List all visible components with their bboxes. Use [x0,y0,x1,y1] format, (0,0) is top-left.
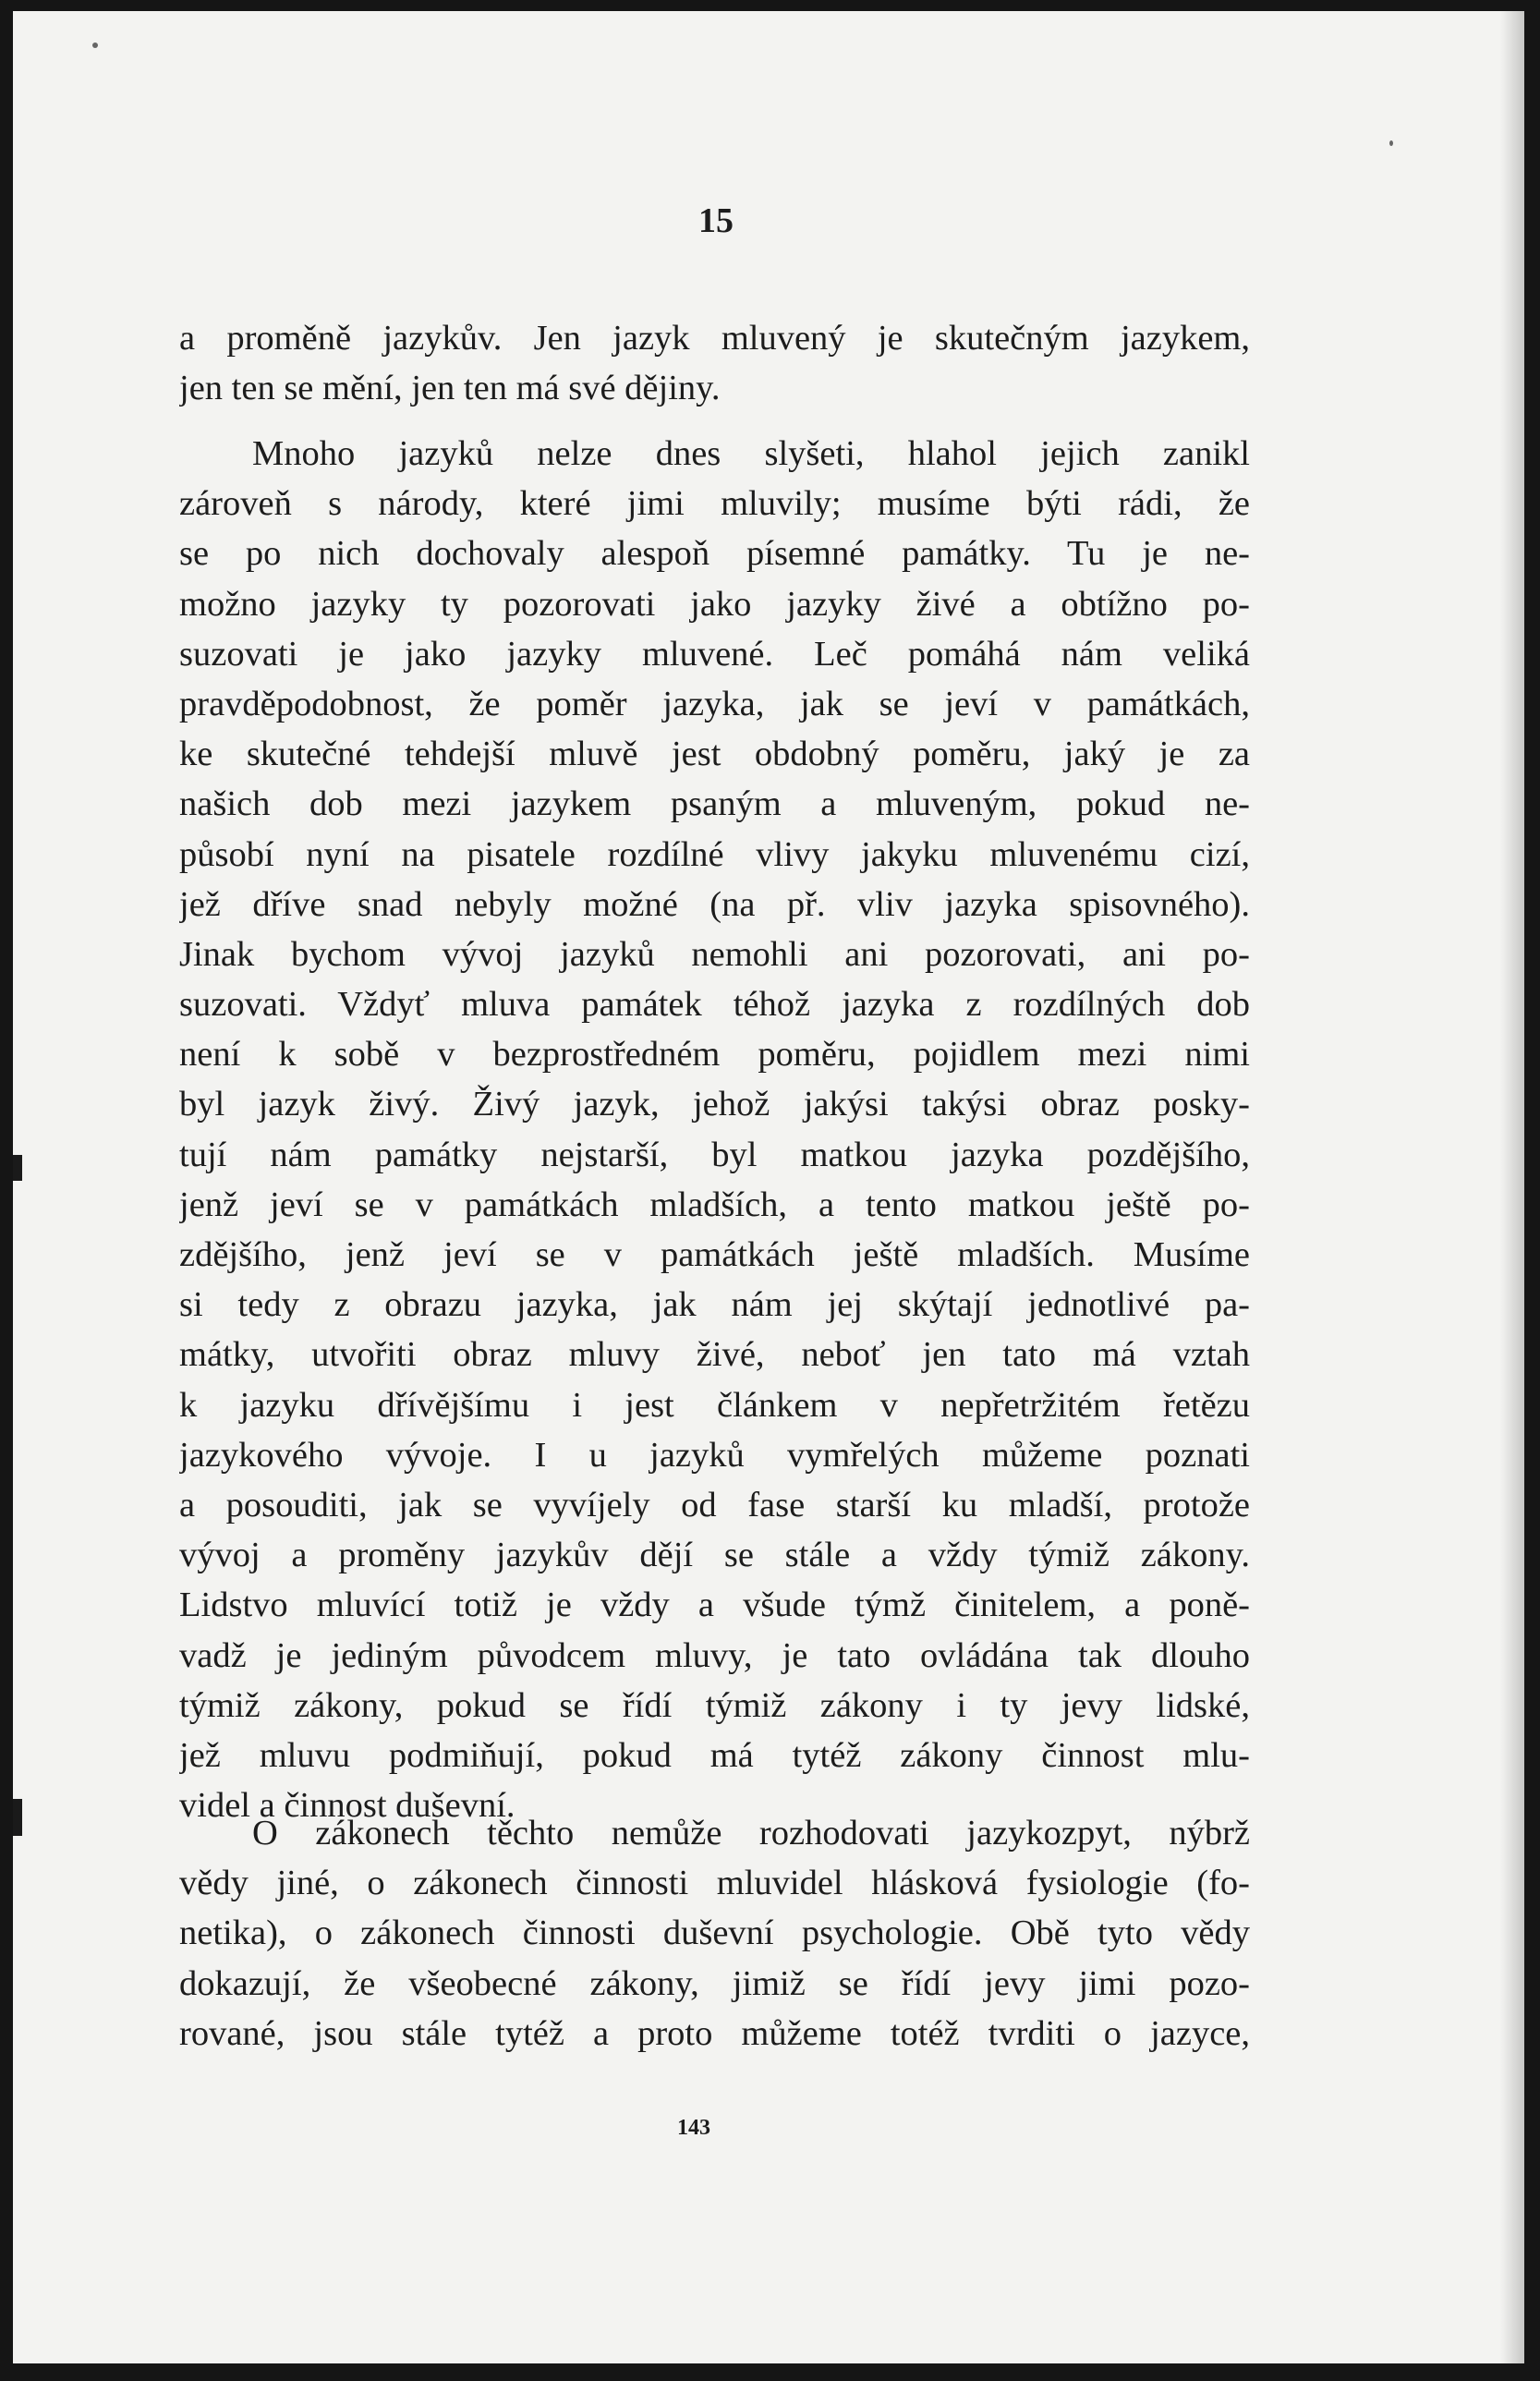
text-line: a proměně jazykův. Jen jazyk mluvený je skutečným jazykem, [179,319,1250,358]
text-line: si tedy z obrazu jazyka, jak nám jej skýtají jednotlivé pa- [179,1285,1250,1325]
text-line: suzovati je jako jazyky mluvené. Leč pomáhá nám veliká [179,634,1250,674]
paragraph-final [179,1808,1250,2059]
text-line: Mnoho jazyků nelze dnes slyšeti, hlahol jejich zanikl [252,434,1250,473]
book-page [13,11,1524,2363]
text-line: jenž jeví se v památkách mladších, a tento matkou ještě po- [179,1184,1250,1224]
text-line: vědy jiné, o zákonech činnosti mluvidel hlásková fysiologie (fo- [179,1864,1250,1903]
text-line: jež dříve snad nebyly možné (na př. vliv jazyka spisovného). [179,884,1250,924]
scan-speck [92,43,98,48]
text-line: O zákonech těchto nemůže rozhodovati jazykozpyt, nýbrž [252,1814,1250,1853]
text-line: dokazují, že všeobecné zákony, jimiž se řídí jevy jimi pozo- [179,1963,1250,2003]
page-number: 15 [698,201,734,240]
text-line: Lidstvo mluvící totiž je vždy a všude týmž činitelem, a poně- [179,1585,1250,1625]
paragraph-continuation [179,313,1250,413]
text-line: ke skutečné tehdejší mluvě jest obdobný poměru, jaký je za [179,735,1250,774]
signature-number: 143 [677,2116,710,2140]
text-line: netika), o zákonech činnosti duševní psychologie. Obě tyto vědy [179,1913,1250,1953]
text-line: k jazyku dřívějšímu i jest článkem v nepřetržitém řetězu [179,1385,1250,1425]
text-line: pravděpodobnost, že poměr jazyka, jak se jeví v památkách, [179,684,1250,723]
text-line: zároveň s národy, které jimi mluvily; musíme býti rádi, že [179,484,1250,524]
text-line: vadž je jediným původcem mluvy, je tato ovládána tak dlouho [179,1635,1250,1675]
text-line: jen ten se mění, jen ten má své dějiny. [179,369,721,408]
scan-margin-mark [13,1799,22,1836]
text-line: není k sobě v bezprostředném poměru, pojidlem mezi nimi [179,1035,1250,1075]
text-line: rované, jsou stále tytéž a proto můžeme totéž tvrditi o jazyce, [179,2013,1250,2053]
text-line: byl jazyk živý. Živý jazyk, jehož jakýsi takýsi obraz posky- [179,1085,1250,1124]
text-line: a posouditi, jak se vyvíjely od fase starší ku mladší, protože [179,1485,1250,1525]
page-edge-shadow [1500,11,1524,2363]
text-line: tují nám památky nejstarší, byl matkou jazyka pozdějšího, [179,1135,1250,1174]
text-line: se po nich dochovaly alespoň písemné památky. Tu je ne- [179,534,1250,574]
text-line: Jinak bychom vývoj jazyků nemohli ani pozorovati, ani po- [179,934,1250,974]
text-line: jazykového vývoje. I u jazyků vymřelých můžeme poznati [179,1435,1250,1475]
text-line: možno jazyky ty pozorovati jako jazyky živé a obtížno po- [179,584,1250,624]
paragraph-main [179,429,1250,1830]
text-line: vývoj a proměny jazykův dějí se stále a vždy týmiž zákony. [179,1536,1250,1575]
text-line: zdějšího, jenž jeví se v památkách ještě mladších. Musíme [179,1235,1250,1274]
text-line: suzovati. Vždyť mluva památek téhož jazyka z rozdílných dob [179,985,1250,1025]
text-line: videl a činnost duševní. [179,1786,515,1826]
text-line: mátky, utvořiti obraz mluvy živé, neboť jen tato má vztah [179,1335,1250,1375]
text-line: našich dob mezi jazykem psaným a mluveným, pokud ne- [179,784,1250,824]
text-line: jež mluvu podmiňují, pokud má tytéž zákony činnost mlu- [179,1735,1250,1775]
scan-margin-mark [13,1155,22,1181]
text-line: týmiž zákony, pokud se řídí týmiž zákony i ty jevy lidské, [179,1685,1250,1725]
scan-speck [1389,140,1393,146]
text-line: působí nyní na pisatele rozdílné vlivy jakyku mluvenému cizí, [179,834,1250,874]
